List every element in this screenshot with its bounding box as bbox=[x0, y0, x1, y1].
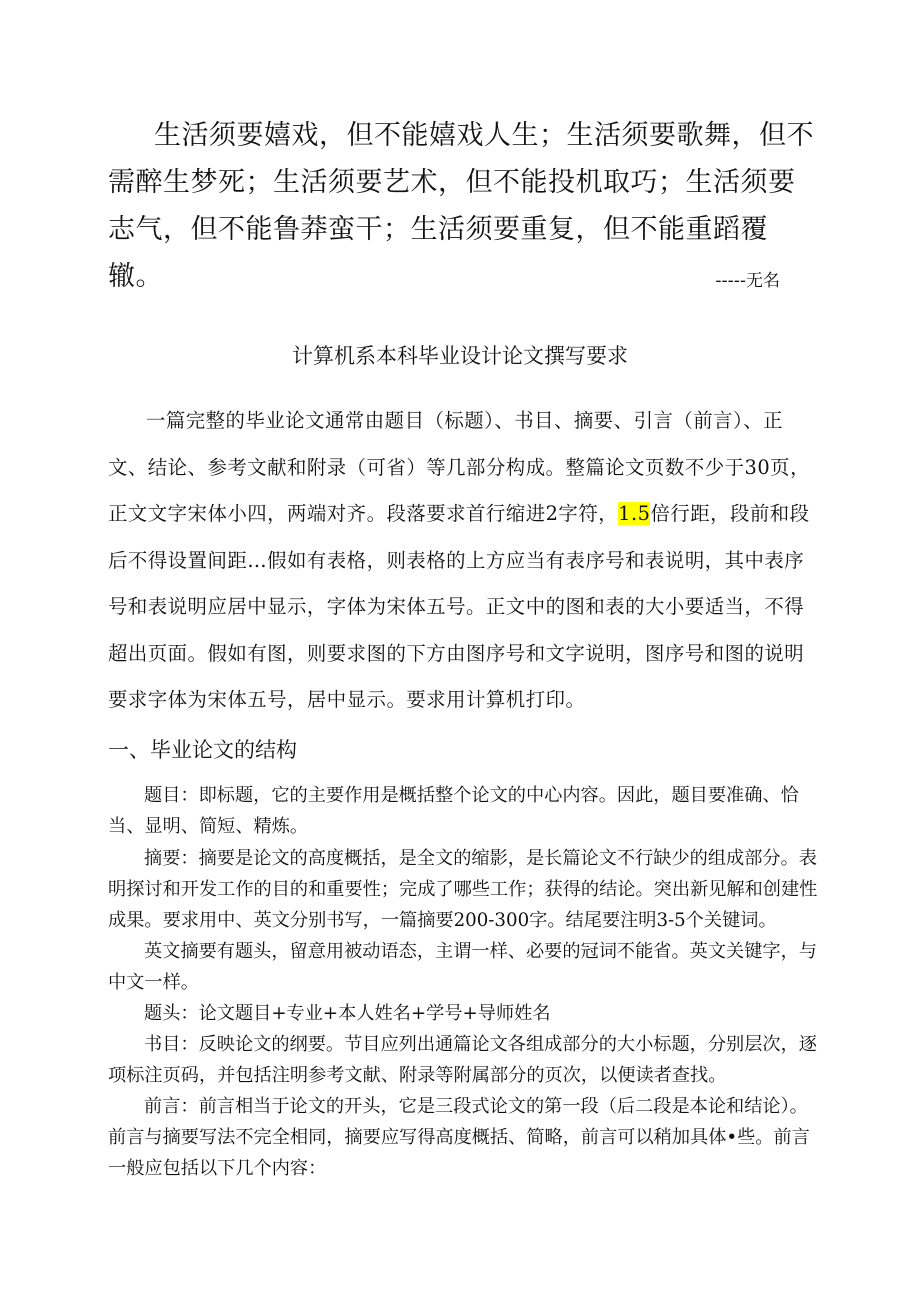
intro-text-after: 倍行距，段前和段后不得设置间距…假如有表格，则表格的上方应当有表序号和表说明，其中表序号和表说明应居中显示，字体为宋体五号。正文中的图和表的大小要适当，不得超出页面。假如有图，则要求图的下方由图序号和文字说明，图序号和图的说明要求字体为宋体五号，居中显示。要求用计算机打印。 bbox=[108, 502, 810, 711]
intro-text-before: 一篇完整的毕业论文通常由题目（标题）、书目、摘要、引言（前言）、正文、结论、参考文献和附录（可省）等几部分构成。整篇论文页数不少于30页，正文文字宋体小四，两端对齐。段落要求首行缩进2字符， bbox=[108, 409, 810, 525]
paragraph-title: 题目：即标题，它的主要作用是概括整个论文的中心内容。因此，题目要准确、恰当、显明、简短、精炼。 bbox=[108, 785, 799, 837]
paragraph-header: 题头：论文题目+专业+本人姓名+学号+导师姓名 bbox=[144, 1003, 551, 1024]
epigraph-author: -----无名 bbox=[715, 271, 780, 291]
paragraph-preface: 前言：前言相当于论文的开头，它是三段式论文的第一段（后二段是本论和结论）。前言与摘要写法不完全相同，摘要应写得高度概括、简略，前言可以稍加具体•些。前言一般应包括以下几个内容： bbox=[108, 1096, 810, 1179]
epigraph-quote: 生活须要嬉戏，但不能嬉戏人生；生活须要歌舞，但不需醉生梦死；生活须要艺术，但不能投机取巧；生活须要志气，但不能鲁莽蛮干；生活须要重复，但不能重蹈覆辙。 bbox=[108, 120, 814, 292]
intro-paragraph bbox=[108, 398, 820, 724]
section-heading-structure: 一、毕业论文的结构 bbox=[108, 738, 297, 762]
highlighted-line-spacing: 1.5 bbox=[618, 502, 651, 525]
document-title: 计算机系本科毕业设计论文撰写要求 bbox=[292, 344, 628, 368]
paragraph-abstract: 摘要：摘要是论文的高度概括，是全文的缩影，是长篇论文不行缺少的组成部分。表明探讨和开发工作的目的和重要性；完成了哪些工作；获得的结论。突出新见解和创建性成果。要求用中、英文分别书写，一篇摘要200-300字。结尾要注明3-5个关键词。 bbox=[108, 848, 818, 931]
paragraph-toc: 书目：反映论文的纲要。节目应列出通篇论文各组成部分的大小标题，分别层次，逐项标注页码，并包括注明参考文献、附录等附属部分的页次，以便读者查找。 bbox=[108, 1034, 817, 1086]
paragraph-english-abstract: 英文摘要有题头，留意用被动语态，主谓一样、必要的冠词不能省。英文关键字，与中文一样。 bbox=[108, 941, 817, 993]
